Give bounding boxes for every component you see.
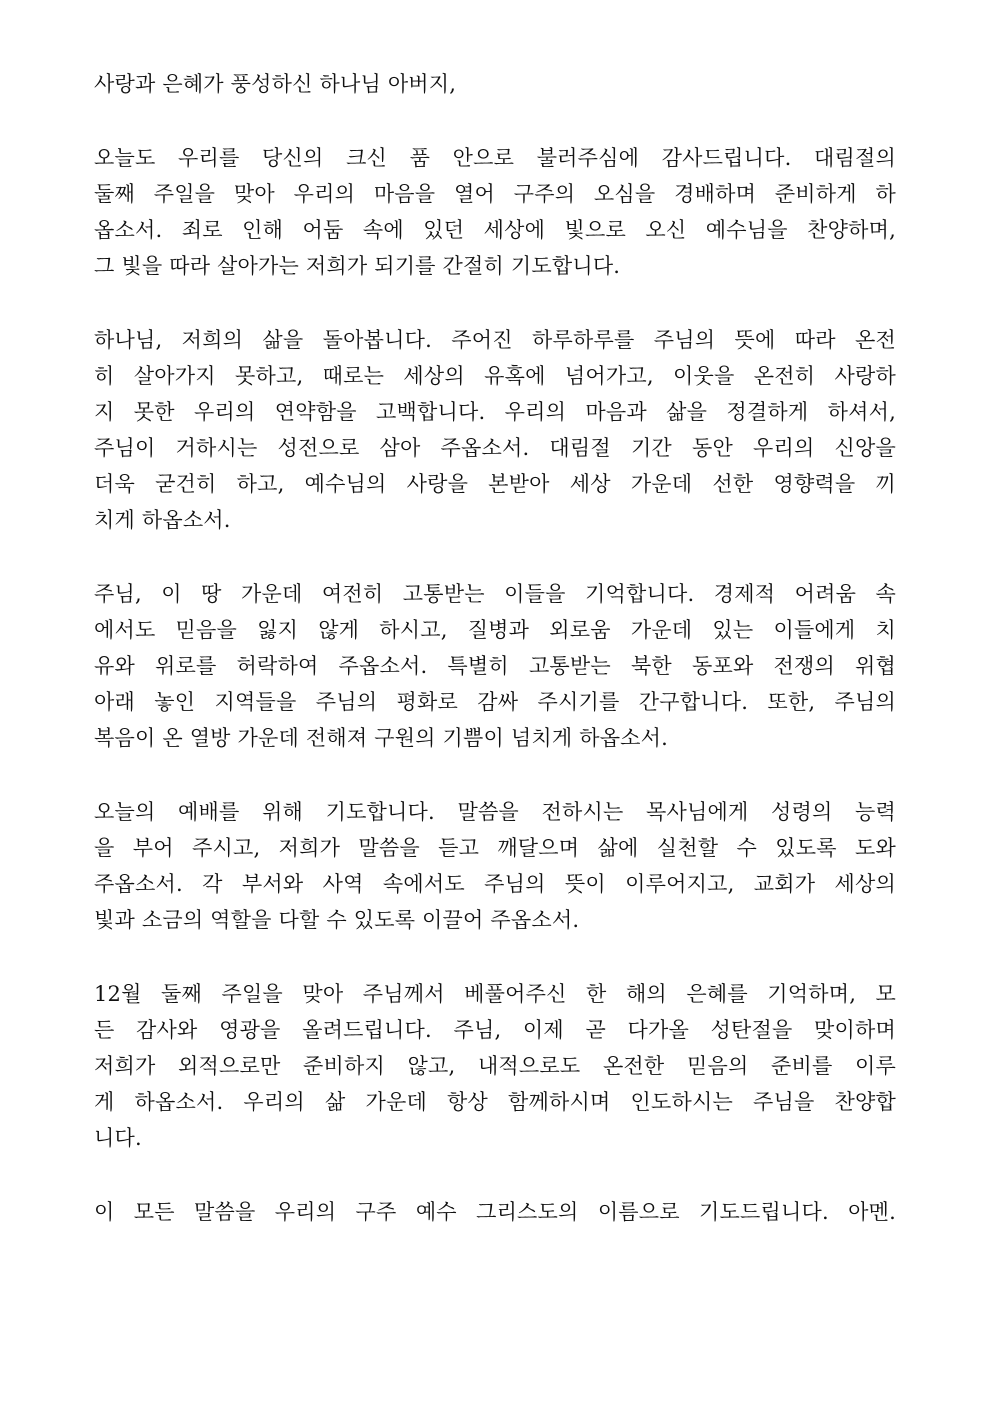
text-line: 히 살아가지 못하고, 때로는 세상의 유혹에 넘어가고, 이웃을 온전히 사랑하 <box>94 364 896 388</box>
text-line: 주님이 거하시는 성전으로 삼아 주옵소서. 대림절 기간 동안 우리의 신앙을 <box>94 436 896 460</box>
text-line: 그 빛을 따라 살아가는 저희가 되기를 간절히 기도합니다. <box>94 254 621 278</box>
text-line: 오늘도 우리를 당신의 크신 품 안으로 불러주심에 감사드립니다. 대림절의 <box>94 146 896 170</box>
text-line: 오늘의 예배를 위해 기도합니다. 말씀을 전하시는 목사님에게 성령의 능력 <box>94 800 896 824</box>
salutation: 사랑과 은혜가 풍성하신 하나님 아버지, <box>94 72 457 96</box>
text-line: 빛과 소금의 역할을 다할 수 있도록 이끌어 주옵소서. <box>94 908 580 932</box>
text-line: 유와 위로를 허락하여 주옵소서. 특별히 고통받는 북한 동포와 전쟁의 위협 <box>94 654 896 678</box>
text-line: 지 못한 우리의 연약함을 고백합니다. 우리의 마음과 삶을 정결하게 하셔서, <box>94 400 896 424</box>
salutation-paragraph <box>94 66 896 102</box>
prayer-text <box>94 66 896 1268</box>
text-line: 하나님, 저희의 삶을 돌아봅니다. 주어진 하루하루를 주님의 뜻에 따라 온전 <box>94 328 896 352</box>
text-line: 에서도 믿음을 잃지 않게 하시고, 질병과 외로움 가운데 있는 이들에게 치 <box>94 618 896 642</box>
text-line: 아래 놓인 지역들을 주님의 평화로 감싸 주시기를 간구합니다. 또한, 주님의 <box>94 690 896 714</box>
paragraph-confession <box>94 322 896 538</box>
text-line: 더욱 굳건히 하고, 예수님의 사랑을 본받아 세상 가운데 선한 영향력을 끼 <box>94 472 896 496</box>
text-line: 주님, 이 땅 가운데 여전히 고통받는 이들을 기억합니다. 경제적 어려움 속 <box>94 582 896 606</box>
closing-line: 이 모든 말씀을 우리의 구주 예수 그리스도의 이름으로 기도드립니다. 아멘. <box>94 1200 896 1224</box>
text-line: 니다. <box>94 1126 142 1150</box>
paragraph-advent <box>94 976 896 1156</box>
closing-paragraph <box>94 1194 896 1230</box>
text-line: 둘째 주일을 맞아 우리의 마음을 열어 구주의 오심을 경배하며 준비하게 하 <box>94 182 896 206</box>
text-line: 복음이 온 열방 가운데 전해져 구원의 기쁨이 넘치게 하옵소서. <box>94 726 669 750</box>
text-line: 12월 둘째 주일을 맞아 주님께서 베풀어주신 한 해의 은혜를 기억하며, 모 <box>94 982 896 1006</box>
text-line: 저희가 외적으로만 준비하지 않고, 내적으로도 온전한 믿음의 준비를 이루 <box>94 1054 896 1078</box>
text-line: 게 하옵소서. 우리의 삶 가운데 항상 함께하시며 인도하시는 주님을 찬양합 <box>94 1090 896 1114</box>
text-line: 치게 하옵소서. <box>94 508 231 532</box>
paragraph-thanksgiving <box>94 140 896 284</box>
text-line: 을 부어 주시고, 저희가 말씀을 듣고 깨달으며 삶에 실천할 수 있도록 도와 <box>94 836 896 860</box>
text-line: 주옵소서. 각 부서와 사역 속에서도 주님의 뜻이 이루어지고, 교회가 세상의 <box>94 872 896 896</box>
paragraph-worship <box>94 794 896 938</box>
text-line: 옵소서. 죄로 인해 어둠 속에 있던 세상에 빛으로 오신 예수님을 찬양하며, <box>94 218 896 242</box>
text-line: 든 감사와 영광을 올려드립니다. 주님, 이제 곧 다가올 성탄절을 맞이하며 <box>94 1018 896 1042</box>
paragraph-intercession <box>94 576 896 756</box>
